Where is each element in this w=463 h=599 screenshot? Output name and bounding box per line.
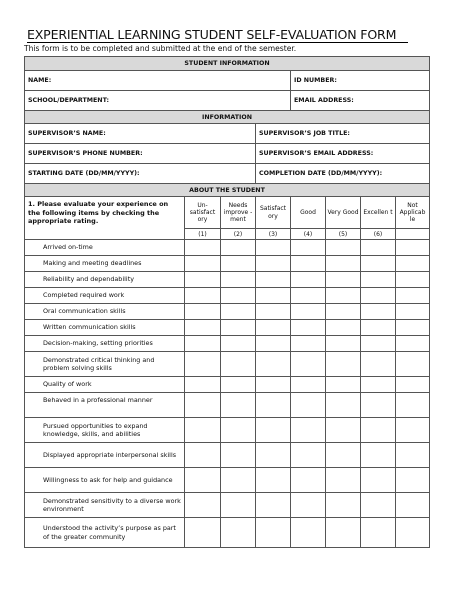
rating-cell[interactable] [396,288,430,304]
rating-cell[interactable] [221,336,256,352]
rating-cell[interactable] [221,393,256,418]
rating-cell[interactable] [291,518,326,548]
rating-cell[interactable] [361,304,396,320]
rating-cell[interactable] [291,393,326,418]
rating-cell[interactable] [326,336,361,352]
rating-cell[interactable] [361,240,396,256]
starting-date-field[interactable]: STARTING DATE (DD/MM/YYYY): [25,164,256,184]
rating-cell[interactable] [396,518,430,548]
rating-cell[interactable] [221,352,256,377]
rating-cell[interactable] [326,240,361,256]
rating-cell[interactable] [185,377,221,393]
item-label: Demonstrated critical thinking and problem solving skills [25,352,185,377]
rating-number: (2) [221,229,256,240]
rating-cell[interactable] [326,288,361,304]
rating-cell[interactable] [326,468,361,493]
rating-cell[interactable] [291,304,326,320]
rating-cell[interactable] [185,518,221,548]
rating-cell[interactable] [326,493,361,518]
rating-cell[interactable] [256,418,291,443]
name-field[interactable]: NAME: [25,71,291,91]
section-student-information: STUDENT INFORMATION [25,57,430,71]
item-label: Making and meeting deadlines [25,256,185,272]
rating-cell[interactable] [221,493,256,518]
rating-cell[interactable] [291,336,326,352]
rating-cell[interactable] [256,288,291,304]
rating-cell[interactable] [361,468,396,493]
rating-cell[interactable] [256,272,291,288]
email-address-field[interactable]: EMAIL ADDRESS: [291,91,430,111]
rating-cell[interactable] [291,377,326,393]
item-label: Written communication skills [25,320,185,336]
rating-cell[interactable] [291,468,326,493]
rating-cell[interactable] [291,240,326,256]
rating-cell[interactable] [361,336,396,352]
rating-header-good: Good [291,197,326,229]
item-label: Behaved in a professional manner [25,393,185,418]
rating-cell[interactable] [291,418,326,443]
rating-cell[interactable] [396,256,430,272]
rating-cell[interactable] [326,518,361,548]
rating-cell[interactable] [291,272,326,288]
rating-cell[interactable] [256,256,291,272]
rating-cell[interactable] [361,518,396,548]
rating-cell[interactable] [185,256,221,272]
supervisor-email-field[interactable]: SUPERVISOR’S EMAIL ADDRESS: [256,144,430,164]
rating-header-excellent: Excellen t [361,197,396,229]
rating-cell[interactable] [361,443,396,468]
rating-cell[interactable] [396,304,430,320]
rating-cell[interactable] [256,468,291,493]
rating-cell[interactable] [185,393,221,418]
rating-cell[interactable] [361,493,396,518]
rating-cell[interactable] [185,352,221,377]
rating-cell[interactable] [326,377,361,393]
rating-cell[interactable] [256,443,291,468]
rating-cell[interactable] [326,320,361,336]
rating-header-very-good: Very Good [326,197,361,229]
rating-cell[interactable] [185,418,221,443]
item-label: Pursued opportunities to expand knowledge, skills, and abilities [25,418,185,443]
rating-cell[interactable] [221,468,256,493]
rating-cell[interactable] [396,240,430,256]
rating-cell[interactable] [326,443,361,468]
rating-cell[interactable] [256,393,291,418]
rating-cell[interactable] [256,240,291,256]
rating-cell[interactable] [396,377,430,393]
rating-number: (3) [256,229,291,240]
supervisor-job-title-field[interactable]: SUPERVISOR’S JOB TITLE: [256,124,430,144]
rating-number: (5) [326,229,361,240]
rating-cell[interactable] [221,518,256,548]
rating-number [396,229,430,240]
completion-date-field[interactable]: COMPLETION DATE (DD/MM/YYYY): [256,164,430,184]
rating-cell[interactable] [221,443,256,468]
rating-header-unsatisfactory: Un-satisfact ory [185,197,221,229]
item-label: Oral communication skills [25,304,185,320]
rating-cell[interactable] [361,393,396,418]
rating-cell[interactable] [361,352,396,377]
rating-cell[interactable] [291,256,326,272]
rating-cell[interactable] [256,336,291,352]
rating-cell[interactable] [361,272,396,288]
evaluation-form-table [24,56,430,548]
rating-cell[interactable] [361,418,396,443]
rating-cell[interactable] [221,288,256,304]
rating-cell[interactable] [185,336,221,352]
item-label: Decision-making, setting priorities [25,336,185,352]
rating-number: (4) [291,229,326,240]
supervisor-name-field[interactable]: SUPERVISOR’S NAME: [25,124,256,144]
rating-cell[interactable] [361,256,396,272]
item-label: Demonstrated sensitivity to a diverse work environment [25,493,185,518]
rating-cell[interactable] [256,352,291,377]
form-title: EXPERIENTIAL LEARNING STUDENT SELF-EVALUATION FORM [27,27,397,42]
item-label: Reliability and dependability [25,272,185,288]
rating-cell[interactable] [185,304,221,320]
rating-cell[interactable] [396,418,430,443]
rating-cell[interactable] [326,304,361,320]
rating-cell[interactable] [396,336,430,352]
item-label: Completed required work [25,288,185,304]
rating-cell[interactable] [185,468,221,493]
rating-cell[interactable] [256,518,291,548]
item-label: Arrived on-time [25,240,185,256]
item-label: Willingness to ask for help and guidance [25,468,185,493]
rating-cell[interactable] [221,320,256,336]
rating-cell[interactable] [185,443,221,468]
item-label: Understood the activity’s purpose as part of the greater community [25,518,185,548]
rating-cell[interactable] [185,493,221,518]
rating-cell[interactable] [221,304,256,320]
rating-cell[interactable] [221,377,256,393]
rating-cell[interactable] [185,288,221,304]
rating-cell[interactable] [221,240,256,256]
rating-cell[interactable] [326,352,361,377]
rating-cell[interactable] [291,443,326,468]
id-number-field[interactable]: ID NUMBER: [291,71,430,91]
rating-cell[interactable] [396,352,430,377]
rating-cell[interactable] [326,256,361,272]
rating-cell[interactable] [291,320,326,336]
rating-cell[interactable] [291,288,326,304]
rating-cell[interactable] [185,320,221,336]
rating-cell[interactable] [221,418,256,443]
item-label: Displayed appropriate interpersonal skills [25,443,185,468]
rating-cell[interactable] [256,304,291,320]
rating-cell[interactable] [221,256,256,272]
title-underline [27,42,408,43]
rating-cell[interactable] [221,272,256,288]
rating-cell[interactable] [326,418,361,443]
rating-cell[interactable] [361,377,396,393]
rating-cell[interactable] [185,240,221,256]
section-information: INFORMATION [25,111,430,124]
rating-cell[interactable] [326,272,361,288]
evaluation-question: 1. Please evaluate your experience on the following items by checking the appropriate rating. [25,197,185,240]
rating-cell[interactable] [396,393,430,418]
rating-number: (6) [361,229,396,240]
school-department-field[interactable]: SCHOOL/DEPARTMENT: [25,91,291,111]
rating-cell[interactable] [361,288,396,304]
section-about-the-student: ABOUT THE STUDENT [25,184,430,197]
rating-number: (1) [185,229,221,240]
form-subtitle: This form is to be completed and submitted at the end of the semester. [24,44,297,53]
rating-header-needs-improvement: Needs improve -ment [221,197,256,229]
rating-cell[interactable] [326,393,361,418]
rating-cell[interactable] [396,468,430,493]
rating-cell[interactable] [256,493,291,518]
rating-cell[interactable] [256,377,291,393]
rating-cell[interactable] [291,493,326,518]
rating-cell[interactable] [396,443,430,468]
rating-cell[interactable] [396,493,430,518]
supervisor-phone-field[interactable]: SUPERVISOR’S PHONE NUMBER: [25,144,256,164]
rating-header-satisfactory: Satisfact ory [256,197,291,229]
item-label: Quality of work [25,377,185,393]
rating-cell[interactable] [361,320,396,336]
rating-cell[interactable] [256,320,291,336]
rating-cell[interactable] [291,352,326,377]
rating-cell[interactable] [185,272,221,288]
rating-cell[interactable] [396,272,430,288]
rating-header-not-applicable: Not Applicab le [396,197,430,229]
rating-cell[interactable] [396,320,430,336]
